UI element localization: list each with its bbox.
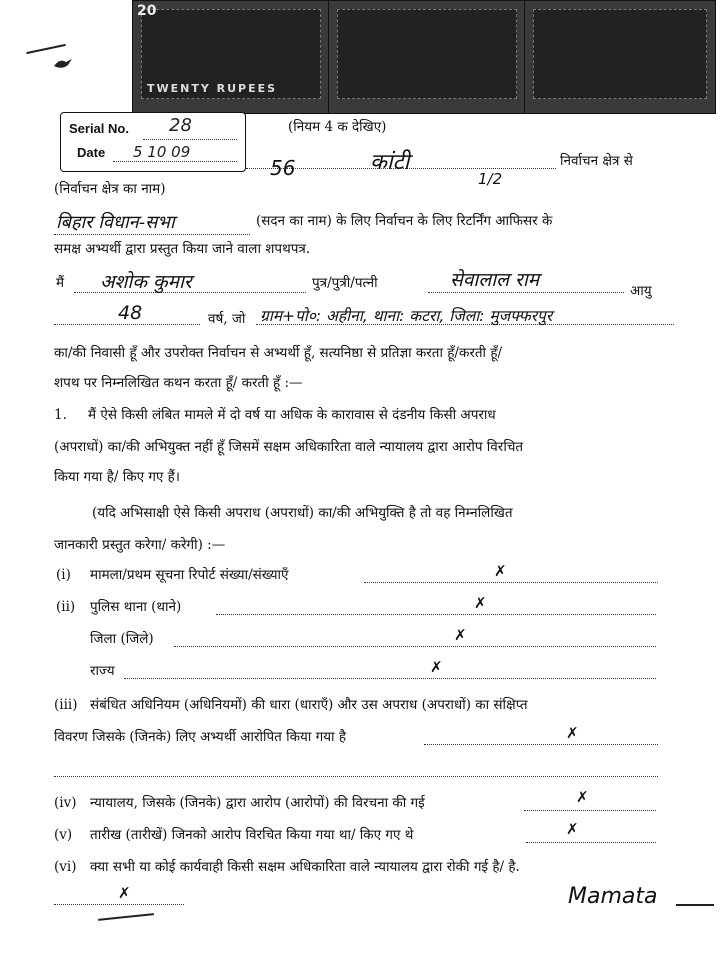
item-vi-number: (vi) <box>54 859 77 875</box>
item-ii-number: (ii) <box>56 599 76 615</box>
condition-line-1: (यदि अभिसाक्षी ऐसे किसी अपराध (अपराधों) का/की अभियुक्ति है तो वह निम्नलिखित <box>92 505 513 521</box>
date-label: Date <box>77 145 106 160</box>
item-i-text: मामला/प्रथम सूचना रिपोर्ट संख्या/संख्याएँ <box>90 567 289 583</box>
constituency-name: कांटी <box>370 150 410 175</box>
deponent-address: ग्राम+पो०: अहीना, थाना: कटरा, जिला: मुजफ्फरपुर <box>260 307 553 325</box>
stamp-label: TWENTY RUPEES <box>147 82 278 95</box>
item-i-number: (i) <box>56 567 71 583</box>
serial-box <box>60 112 246 172</box>
relation-label: पुत्र/पुत्री/पत्नी <box>312 275 378 291</box>
deponent-prefix: मैं <box>56 275 65 291</box>
item-iii-value: ✗ <box>566 724 579 742</box>
item-ii-text: पुलिस थाना (थाने) <box>90 599 182 615</box>
clause-line-3: किया गया है/ किए गए हैं। <box>54 469 180 485</box>
constituency-suffix: निर्वाचन क्षेत्र से <box>560 153 633 169</box>
item-vi-value: ✗ <box>118 884 131 902</box>
serial-label: Serial No. <box>69 121 129 136</box>
years-label: वर्ष, जो <box>208 311 246 327</box>
item-ii-value: ✗ <box>474 594 487 612</box>
page-mark: 1/2 <box>478 170 503 188</box>
resident-line: का/की निवासी हूँ और उपरोक्त निर्वाचन से अभ्यर्थी हूँ, सत्यनिष्ठा से प्रतिज्ञा करता हूँ/करती हूँ/ <box>54 345 503 361</box>
serial-value: 28 <box>169 115 192 136</box>
father-name: सेवालाल राम <box>450 269 540 291</box>
deponent-name: अशोक कुमार <box>100 271 192 293</box>
item-ii-district-label: जिला (जिले) <box>90 631 154 647</box>
bird-icon <box>52 56 74 72</box>
oath-line: शपथ पर निम्नलिखित कथन करता हूँ/ करती हूँ :— <box>54 375 303 391</box>
deponent-signature: Mamata <box>568 884 658 909</box>
intro-line-2: समक्ष अभ्यर्थी द्वारा प्रस्तुत किया जाने वाला शपथपत्र. <box>54 241 311 257</box>
item-v-value: ✗ <box>566 820 579 838</box>
item-iii-number: (iii) <box>54 697 78 713</box>
item-iii-text-1: संबंधित अधिनियम (अधिनियमों) की धारा (धाराएँ) और उस अपराध (अपराधों) का संक्षिप्त <box>90 697 528 713</box>
item-iv-value: ✗ <box>576 788 589 806</box>
item-v-number: (v) <box>54 827 73 843</box>
item-v-text: तारीख (तारीखें) जिनको आरोप विरचित किया गया था/ किए गए थे <box>90 827 414 843</box>
revenue-stamp-2 <box>328 0 526 114</box>
date-value: 5 10 09 <box>133 143 191 161</box>
clause-line-1: मैं ऐसे किसी लंबित मामले में दो वर्ष या अधिक के कारावास से दंडनीय किसी अपराध <box>88 407 496 423</box>
clause-line-2: (अपराधों) का/की अभियुक्त नहीं हूँ जिसमें सक्षम अधिकारिता वाले न्यायालय द्वारा आरोप विरचित <box>54 439 524 455</box>
item-i-value: ✗ <box>494 562 507 580</box>
item-ii-state-label: राज्य <box>90 663 115 679</box>
item-ii-district-value: ✗ <box>454 626 467 644</box>
item-iii-text-2: विवरण जिसके (जिनके) लिए अभ्यर्थी आरोपित किया गया है <box>54 729 346 745</box>
item-iv-text: न्यायालय, जिसके (जिनके) द्वारा आरोप (आरोपों) की विरचना की गई <box>90 795 425 811</box>
clause-number: 1. <box>54 407 67 423</box>
house-name: बिहार विधान-सभा <box>56 212 175 233</box>
stamp-denomination: 20 <box>137 3 157 19</box>
item-iv-number: (iv) <box>54 795 77 811</box>
item-ii-state-value: ✗ <box>430 658 443 676</box>
constituency-number: 56 <box>270 156 296 180</box>
item-vi-text: क्या सभी या कोई कार्यवाही किसी सक्षम अधिकारिता वाले न्यायालय द्वारा रोकी गई है/ है. <box>90 859 520 875</box>
age-label: आयु <box>630 283 652 299</box>
constituency-caption: (निर्वाचन क्षेत्र का नाम) <box>54 181 166 197</box>
revenue-stamp-1 <box>132 0 330 114</box>
age-value: 48 <box>118 302 143 324</box>
condition-line-2: जानकारी प्रस्तुत करेगा/ करेगी) :— <box>54 537 226 553</box>
revenue-stamp-3 <box>524 0 716 114</box>
rule-reference: (नियम 4 क देखिए) <box>288 119 387 135</box>
intro-line-1: (सदन का नाम) के लिए निर्वाचन के लिए रिटर्निंग आफिसर के <box>256 213 553 229</box>
